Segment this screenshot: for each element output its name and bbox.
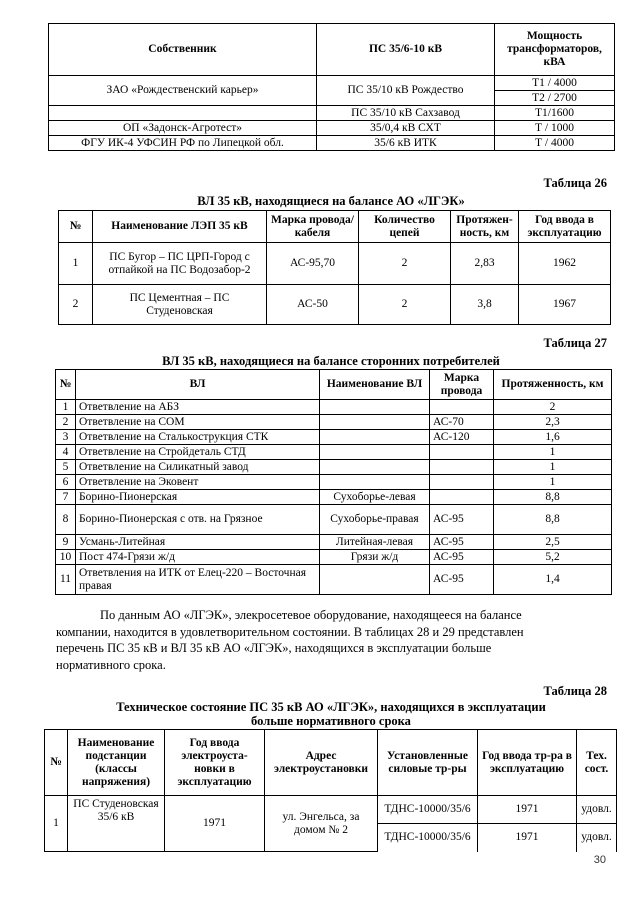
- t27-cell-mark: [430, 400, 494, 415]
- t27-cell-length: 1: [494, 475, 612, 490]
- t26-cell-n: 1: [59, 243, 93, 285]
- t27-cell-n: 8: [56, 505, 76, 535]
- t27-cell-vl: Ответвление на Стройдеталь СТД: [76, 445, 320, 460]
- t27-cell-mark: АС-95: [430, 550, 494, 565]
- t27-cell-length: 8,8: [494, 490, 612, 505]
- table-row: [56, 430, 612, 445]
- t27-header-vl: ВЛ: [76, 370, 320, 400]
- t27-cell-n: 2: [56, 415, 76, 430]
- t27-cell-mark: [430, 490, 494, 505]
- t27-cell-name: Сухоборье-правая: [320, 505, 430, 535]
- table27: [55, 369, 612, 595]
- paragraph-line: перечень ПС 35 кВ и ВЛ 35 кВ АО «ЛГЭК», находящихся в эксплуатации больше: [56, 641, 492, 655]
- t27-cell-mark: [430, 445, 494, 460]
- ps-cell: ПС 35/10 кВ Сахзавод: [317, 106, 495, 121]
- t26-header-length: Протяжен-ность, км: [451, 211, 519, 243]
- t27-cell-name: [320, 430, 430, 445]
- t28-cell-n: 1: [45, 796, 68, 852]
- t28-header-n: №: [45, 730, 68, 796]
- table28: [44, 729, 617, 852]
- table-row: [56, 415, 612, 430]
- t26-cell-mark: АС-95,70: [267, 243, 359, 285]
- header-ps: ПС 35/6-10 кВ: [317, 24, 495, 76]
- t26-cell-year: 1967: [519, 285, 611, 325]
- power-cell: Т / 1000: [495, 121, 615, 136]
- t26-cell-n: 2: [59, 285, 93, 325]
- t27-cell-length: 2,3: [494, 415, 612, 430]
- power-cell: Т / 4000: [495, 136, 615, 151]
- t27-cell-name: [320, 460, 430, 475]
- body-paragraph: [56, 607, 609, 673]
- table28-number: Таблица 28: [543, 684, 607, 698]
- t26-cell-mark: АС-50: [267, 285, 359, 325]
- t26-header-name: Наименование ЛЭП 35 кВ: [93, 211, 267, 243]
- table-row: [56, 475, 612, 490]
- t26-cell-year: 1962: [519, 243, 611, 285]
- t26-cell-length: 3,8: [451, 285, 519, 325]
- t27-cell-n: 4: [56, 445, 76, 460]
- t27-cell-mark: [430, 475, 494, 490]
- t27-cell-vl: Усмань-Литейная: [76, 535, 320, 550]
- t28-cell-transformer: ТДНС-10000/35/6: [378, 824, 478, 852]
- t27-cell-mark: АС-95: [430, 535, 494, 550]
- t27-cell-name: [320, 445, 430, 460]
- t27-cell-name: Сухоборье-левая: [320, 490, 430, 505]
- t27-cell-name: Литейная-левая: [320, 535, 430, 550]
- t26-header-circuits: Количество цепей: [359, 211, 451, 243]
- t27-cell-n: 1: [56, 400, 76, 415]
- t28-header-state: Тех. сост.: [577, 730, 617, 796]
- t27-cell-length: 1,6: [494, 430, 612, 445]
- t27-cell-mark: АС-95: [430, 505, 494, 535]
- table28-title-line2: больше нормативного срока: [251, 714, 411, 728]
- t28-cell-name: ПС Студеновская 35/6 кВ: [68, 796, 165, 852]
- table-row: [56, 565, 612, 595]
- t26-header-mark: Марка провода/кабеля: [267, 211, 359, 243]
- table27-title: ВЛ 35 кВ, находящиеся на балансе сторонних потребителей: [162, 354, 500, 368]
- t27-cell-n: 5: [56, 460, 76, 475]
- t27-cell-mark: АС-70: [430, 415, 494, 430]
- owner-cell: ОП «Задонск-Агротест»: [49, 121, 317, 136]
- t27-cell-n: 7: [56, 490, 76, 505]
- table-row: [45, 796, 617, 824]
- ps-cell: 35/6 кВ ИТК: [317, 136, 495, 151]
- t27-header-length: Протяженность, км: [494, 370, 612, 400]
- t27-cell-length: 5,2: [494, 550, 612, 565]
- t27-cell-length: 1: [494, 445, 612, 460]
- table-row: [56, 505, 612, 535]
- t27-cell-name: [320, 415, 430, 430]
- t27-header-name: Наименование ВЛ: [320, 370, 430, 400]
- t27-cell-n: 10: [56, 550, 76, 565]
- t27-cell-mark: [430, 460, 494, 475]
- owner-cell: [49, 106, 317, 121]
- t26-header-year: Год ввода в эксплуатацию: [519, 211, 611, 243]
- power-cell: Т1/1600: [495, 106, 615, 121]
- owner-cell: ФГУ ИК-4 УФСИН РФ по Липецкой обл.: [49, 136, 317, 151]
- t27-cell-vl: Ответвление на Силикатный завод: [76, 460, 320, 475]
- table26: [58, 210, 611, 325]
- t26-cell-length: 2,83: [451, 243, 519, 285]
- t27-cell-vl: Борино-Пионерская с отв. на Грязное: [76, 505, 320, 535]
- t28-cell-state: удовл.: [577, 796, 617, 824]
- t27-cell-name: [320, 565, 430, 595]
- t27-cell-vl: Ответвления на ИТК от Елец-220 – Восточная правая: [76, 565, 320, 595]
- power-cell: Т2 / 2700: [495, 91, 615, 106]
- t27-cell-name: [320, 400, 430, 415]
- t27-cell-mark: АС-120: [430, 430, 494, 445]
- t28-cell-tr-year: 1971: [478, 824, 577, 852]
- t27-cell-n: 6: [56, 475, 76, 490]
- table-row: [56, 535, 612, 550]
- paragraph-line: нормативного срока.: [56, 657, 166, 672]
- t27-cell-vl: Пост 474-Грязи ж/д: [76, 550, 320, 565]
- paragraph-line: По данным АО «ЛГЭК», элекросетевое оборудование, находящееся на балансе: [100, 608, 522, 622]
- t27-cell-length: 1: [494, 460, 612, 475]
- t26-header-n: №: [59, 211, 93, 243]
- t27-header-mark: Марка провода: [430, 370, 494, 400]
- t27-cell-vl: Ответвление на СОМ: [76, 415, 320, 430]
- t27-cell-vl: Ответвление на Эковент: [76, 475, 320, 490]
- t28-header-name: Наименование подстанции (классы напряжения): [68, 730, 165, 796]
- t28-cell-state: удовл.: [577, 824, 617, 852]
- t28-header-tr-year: Год ввода тр-ра в эксплуатацию: [478, 730, 577, 796]
- table-row: [59, 243, 611, 285]
- t28-cell-tr-year: 1971: [478, 796, 577, 824]
- t27-cell-n: 9: [56, 535, 76, 550]
- t28-cell-transformer: ТДНС-10000/35/6: [378, 796, 478, 824]
- t27-cell-name: [320, 475, 430, 490]
- paragraph-line: компании, находится в удовлетворительном состоянии. В таблицах 28 и 29 представлен: [56, 624, 524, 639]
- t26-cell-name: ПС Бугор – ПС ЦРП-Город с отпайкой на ПС Водозабор-2: [93, 243, 267, 285]
- t26-cell-circuits: 2: [359, 285, 451, 325]
- table26-title: ВЛ 35 кВ, находящиеся на балансе АО «ЛГЭК»: [197, 194, 465, 208]
- t27-cell-vl: Ответвление на АБЗ: [76, 400, 320, 415]
- owner-cell: ЗАО «Рождественский карьер»: [49, 76, 317, 106]
- t27-header-n: №: [56, 370, 76, 400]
- t28-cell-year: 1971: [165, 796, 265, 852]
- t28-cell-address: ул. Энгельса, за домом № 2: [265, 796, 378, 852]
- t27-cell-name: Грязи ж/д: [320, 550, 430, 565]
- header-owner: Собственник: [49, 24, 317, 76]
- t27-cell-mark: АС-95: [430, 565, 494, 595]
- t27-cell-length: 2: [494, 400, 612, 415]
- table-row: [56, 550, 612, 565]
- owners-table: [48, 23, 615, 151]
- ps-cell: ПС 35/10 кВ Рождество: [317, 76, 495, 106]
- table-row: [56, 400, 612, 415]
- t27-cell-vl: Ответвление на Сталькострукция СТК: [76, 430, 320, 445]
- t28-header-transformers: Установленные силовые тр-ры: [378, 730, 478, 796]
- t27-cell-vl: Борино-Пионерская: [76, 490, 320, 505]
- t28-header-year: Год ввода электроуста-новки в эксплуатацию: [165, 730, 265, 796]
- table-row: [56, 490, 612, 505]
- t27-cell-n: 11: [56, 565, 76, 595]
- table-row: [56, 460, 612, 475]
- table-row: [59, 285, 611, 325]
- table28-title: Техническое состояние ПС 35 кВ АО «ЛГЭК», находящихся в эксплуатации: [116, 700, 546, 714]
- t26-cell-circuits: 2: [359, 243, 451, 285]
- power-cell: Т1 / 4000: [495, 76, 615, 91]
- t27-cell-length: 1,4: [494, 565, 612, 595]
- ps-cell: 35/0,4 кВ СХТ: [317, 121, 495, 136]
- table26-number: Таблица 26: [543, 176, 607, 190]
- t27-cell-n: 3: [56, 430, 76, 445]
- t26-cell-name: ПС Цементная – ПС Студеновская: [93, 285, 267, 325]
- table-row: [56, 445, 612, 460]
- t27-cell-length: 2,5: [494, 535, 612, 550]
- t27-cell-length: 8,8: [494, 505, 612, 535]
- t28-header-address: Адрес электроустановки: [265, 730, 378, 796]
- table27-number: Таблица 27: [543, 336, 607, 350]
- header-power: Мощность трансформаторов, кВА: [495, 24, 615, 76]
- page-number: 30: [593, 854, 606, 866]
